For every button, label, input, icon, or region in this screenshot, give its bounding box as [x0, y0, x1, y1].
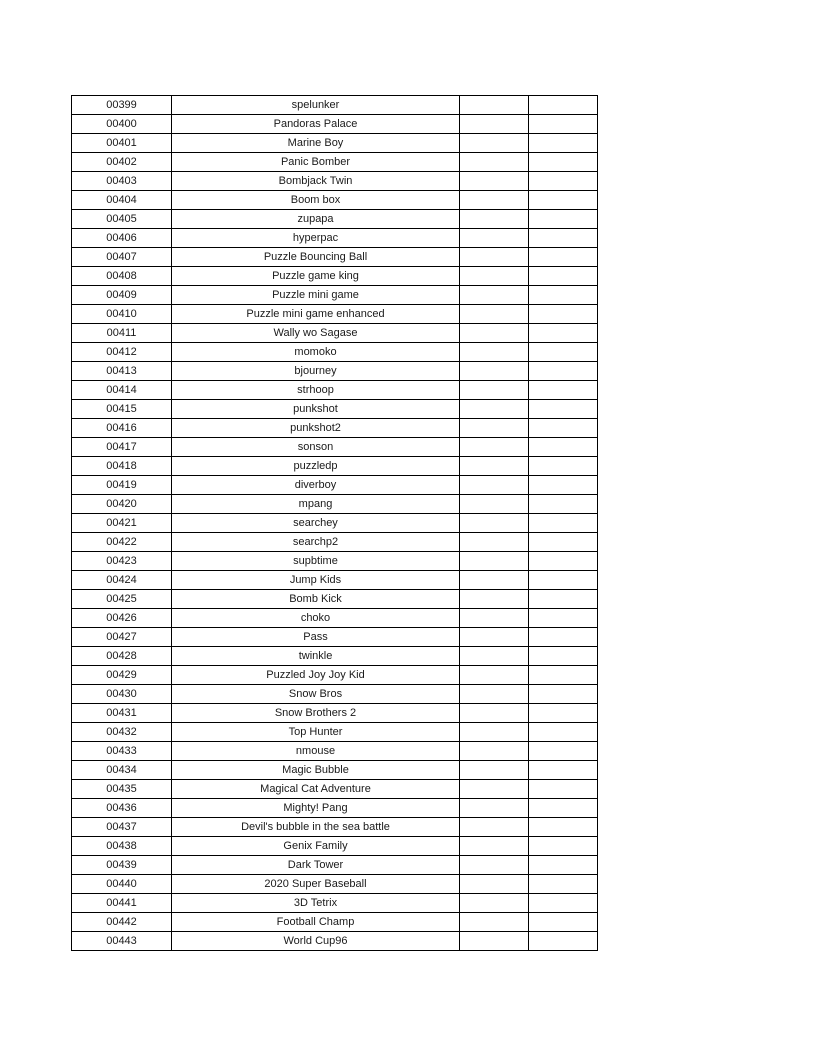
empty-cell: [529, 780, 598, 799]
game-name-cell: puzzledp: [172, 457, 460, 476]
empty-cell: [460, 153, 529, 172]
empty-cell: [529, 438, 598, 457]
empty-cell: [529, 305, 598, 324]
table-row: [72, 666, 598, 685]
table-row: [72, 438, 598, 457]
game-id-cell: 00425: [72, 590, 172, 609]
game-id-cell: 00436: [72, 799, 172, 818]
game-name-cell: strhoop: [172, 381, 460, 400]
table-row: [72, 818, 598, 837]
game-name-cell: Pass: [172, 628, 460, 647]
game-id-cell: 00413: [72, 362, 172, 381]
empty-cell: [460, 856, 529, 875]
game-id-cell: 00426: [72, 609, 172, 628]
table-row: [72, 685, 598, 704]
game-id-cell: 00405: [72, 210, 172, 229]
game-name-cell: twinkle: [172, 647, 460, 666]
game-name-cell: Magical Cat Adventure: [172, 780, 460, 799]
empty-cell: [460, 552, 529, 571]
table-row: [72, 476, 598, 495]
empty-cell: [460, 438, 529, 457]
empty-cell: [529, 115, 598, 134]
empty-cell: [460, 685, 529, 704]
empty-cell: [460, 742, 529, 761]
empty-cell: [460, 666, 529, 685]
game-name-cell: choko: [172, 609, 460, 628]
game-id-cell: 00417: [72, 438, 172, 457]
empty-cell: [460, 229, 529, 248]
game-name-cell: Dark Tower: [172, 856, 460, 875]
game-name-cell: Puzzled Joy Joy Kid: [172, 666, 460, 685]
game-id-cell: 00403: [72, 172, 172, 191]
empty-cell: [529, 932, 598, 951]
game-name-cell: World Cup96: [172, 932, 460, 951]
game-name-cell: nmouse: [172, 742, 460, 761]
game-name-cell: Panic Bomber: [172, 153, 460, 172]
empty-cell: [529, 628, 598, 647]
empty-cell: [529, 818, 598, 837]
empty-cell: [460, 267, 529, 286]
game-name-cell: Puzzle Bouncing Ball: [172, 248, 460, 267]
game-id-cell: 00424: [72, 571, 172, 590]
empty-cell: [529, 742, 598, 761]
table-row: [72, 248, 598, 267]
empty-cell: [529, 381, 598, 400]
empty-cell: [529, 856, 598, 875]
empty-cell: [460, 419, 529, 438]
empty-cell: [529, 761, 598, 780]
empty-cell: [460, 514, 529, 533]
game-id-cell: 00423: [72, 552, 172, 571]
empty-cell: [529, 552, 598, 571]
game-id-cell: 00439: [72, 856, 172, 875]
empty-cell: [460, 362, 529, 381]
empty-cell: [529, 666, 598, 685]
empty-cell: [460, 628, 529, 647]
empty-cell: [529, 875, 598, 894]
game-id-cell: 00415: [72, 400, 172, 419]
table-row: [72, 115, 598, 134]
game-name-cell: spelunker: [172, 96, 460, 115]
empty-cell: [529, 153, 598, 172]
game-name-cell: momoko: [172, 343, 460, 362]
game-name-cell: zupapa: [172, 210, 460, 229]
empty-cell: [529, 343, 598, 362]
game-id-cell: 00427: [72, 628, 172, 647]
game-id-cell: 00399: [72, 96, 172, 115]
game-id-cell: 00402: [72, 153, 172, 172]
table-row: [72, 381, 598, 400]
game-id-cell: 00435: [72, 780, 172, 799]
empty-cell: [460, 343, 529, 362]
empty-cell: [529, 799, 598, 818]
game-name-cell: Marine Boy: [172, 134, 460, 153]
game-name-cell: Puzzle mini game: [172, 286, 460, 305]
game-id-cell: 00433: [72, 742, 172, 761]
empty-cell: [529, 837, 598, 856]
table-row: [72, 343, 598, 362]
table-row: [72, 267, 598, 286]
empty-cell: [529, 457, 598, 476]
game-id-cell: 00420: [72, 495, 172, 514]
game-name-cell: Bombjack Twin: [172, 172, 460, 191]
empty-cell: [460, 571, 529, 590]
empty-cell: [460, 818, 529, 837]
game-id-cell: 00432: [72, 723, 172, 742]
empty-cell: [529, 134, 598, 153]
game-id-cell: 00401: [72, 134, 172, 153]
empty-cell: [529, 723, 598, 742]
empty-cell: [460, 134, 529, 153]
game-id-cell: 00406: [72, 229, 172, 248]
table-row: [72, 191, 598, 210]
table-row: [72, 647, 598, 666]
game-name-cell: Devil's bubble in the sea battle: [172, 818, 460, 837]
table-row: [72, 742, 598, 761]
empty-cell: [529, 286, 598, 305]
empty-cell: [460, 191, 529, 210]
empty-cell: [529, 514, 598, 533]
game-name-cell: Puzzle mini game enhanced: [172, 305, 460, 324]
empty-cell: [529, 229, 598, 248]
game-id-cell: 00410: [72, 305, 172, 324]
game-list-table: [71, 95, 598, 951]
empty-cell: [529, 609, 598, 628]
empty-cell: [460, 172, 529, 191]
game-id-cell: 00429: [72, 666, 172, 685]
empty-cell: [529, 400, 598, 419]
game-id-cell: 00416: [72, 419, 172, 438]
empty-cell: [529, 647, 598, 666]
game-name-cell: punkshot2: [172, 419, 460, 438]
table-row: [72, 210, 598, 229]
empty-cell: [460, 609, 529, 628]
empty-cell: [460, 837, 529, 856]
game-name-cell: Genix Family: [172, 837, 460, 856]
table-row: [72, 305, 598, 324]
table-row: [72, 571, 598, 590]
game-id-cell: 00441: [72, 894, 172, 913]
table-row: [72, 457, 598, 476]
empty-cell: [460, 723, 529, 742]
table-row: [72, 780, 598, 799]
table-row: [72, 875, 598, 894]
game-id-cell: 00428: [72, 647, 172, 666]
table-row: [72, 96, 598, 115]
empty-cell: [529, 191, 598, 210]
empty-cell: [460, 780, 529, 799]
empty-cell: [529, 476, 598, 495]
empty-cell: [460, 305, 529, 324]
table-row: [72, 419, 598, 438]
game-id-cell: 00400: [72, 115, 172, 134]
table-row: [72, 153, 598, 172]
empty-cell: [460, 115, 529, 134]
game-id-cell: 00411: [72, 324, 172, 343]
game-id-cell: 00421: [72, 514, 172, 533]
game-name-cell: Wally wo Sagase: [172, 324, 460, 343]
empty-cell: [529, 590, 598, 609]
game-name-cell: Bomb Kick: [172, 590, 460, 609]
game-id-cell: 00418: [72, 457, 172, 476]
empty-cell: [529, 324, 598, 343]
empty-cell: [529, 210, 598, 229]
game-name-cell: 2020 Super Baseball: [172, 875, 460, 894]
empty-cell: [460, 400, 529, 419]
empty-cell: [460, 932, 529, 951]
game-name-cell: Magic Bubble: [172, 761, 460, 780]
empty-cell: [460, 324, 529, 343]
table-row: [72, 286, 598, 305]
game-name-cell: searchp2: [172, 533, 460, 552]
game-name-cell: supbtime: [172, 552, 460, 571]
game-id-cell: 00414: [72, 381, 172, 400]
game-id-cell: 00442: [72, 913, 172, 932]
game-id-cell: 00407: [72, 248, 172, 267]
game-id-cell: 00434: [72, 761, 172, 780]
empty-cell: [529, 362, 598, 381]
table-row: [72, 324, 598, 343]
empty-cell: [460, 495, 529, 514]
game-id-cell: 00443: [72, 932, 172, 951]
game-id-cell: 00440: [72, 875, 172, 894]
game-name-cell: 3D Tetrix: [172, 894, 460, 913]
table-row: [72, 362, 598, 381]
game-id-cell: 00431: [72, 704, 172, 723]
table-row: [72, 761, 598, 780]
table-row: [72, 837, 598, 856]
game-name-cell: Puzzle game king: [172, 267, 460, 286]
table-row: [72, 799, 598, 818]
game-name-cell: sonson: [172, 438, 460, 457]
empty-cell: [529, 495, 598, 514]
game-name-cell: Football Champ: [172, 913, 460, 932]
game-id-cell: 00419: [72, 476, 172, 495]
game-id-cell: 00422: [72, 533, 172, 552]
empty-cell: [529, 248, 598, 267]
empty-cell: [460, 894, 529, 913]
table-row: [72, 172, 598, 191]
game-name-cell: Boom box: [172, 191, 460, 210]
empty-cell: [460, 875, 529, 894]
game-name-cell: searchey: [172, 514, 460, 533]
empty-cell: [529, 685, 598, 704]
empty-cell: [529, 913, 598, 932]
empty-cell: [529, 172, 598, 191]
empty-cell: [460, 704, 529, 723]
empty-cell: [460, 533, 529, 552]
empty-cell: [529, 419, 598, 438]
empty-cell: [529, 96, 598, 115]
game-name-cell: punkshot: [172, 400, 460, 419]
game-name-cell: hyperpac: [172, 229, 460, 248]
game-name-cell: Mighty! Pang: [172, 799, 460, 818]
game-name-cell: diverboy: [172, 476, 460, 495]
empty-cell: [460, 457, 529, 476]
game-list-table-body: [72, 96, 598, 951]
empty-cell: [529, 533, 598, 552]
empty-cell: [460, 799, 529, 818]
table-row: [72, 609, 598, 628]
game-id-cell: 00438: [72, 837, 172, 856]
empty-cell: [460, 476, 529, 495]
game-name-cell: Pandoras Palace: [172, 115, 460, 134]
game-id-cell: 00430: [72, 685, 172, 704]
table-row: [72, 913, 598, 932]
empty-cell: [460, 590, 529, 609]
table-row: [72, 590, 598, 609]
table-row: [72, 552, 598, 571]
empty-cell: [529, 267, 598, 286]
empty-cell: [460, 286, 529, 305]
game-name-cell: Jump Kids: [172, 571, 460, 590]
table-row: [72, 704, 598, 723]
table-row: [72, 134, 598, 153]
game-id-cell: 00408: [72, 267, 172, 286]
table-row: [72, 533, 598, 552]
empty-cell: [460, 96, 529, 115]
table-row: [72, 400, 598, 419]
table-row: [72, 894, 598, 913]
game-id-cell: 00412: [72, 343, 172, 362]
game-name-cell: bjourney: [172, 362, 460, 381]
table-row: [72, 856, 598, 875]
game-name-cell: Top Hunter: [172, 723, 460, 742]
table-row: [72, 514, 598, 533]
empty-cell: [460, 647, 529, 666]
empty-cell: [460, 210, 529, 229]
table-row: [72, 628, 598, 647]
game-name-cell: Snow Brothers 2: [172, 704, 460, 723]
empty-cell: [460, 913, 529, 932]
table-row: [72, 723, 598, 742]
table-row: [72, 932, 598, 951]
game-name-cell: mpang: [172, 495, 460, 514]
empty-cell: [529, 894, 598, 913]
game-id-cell: 00409: [72, 286, 172, 305]
empty-cell: [529, 704, 598, 723]
table-row: [72, 495, 598, 514]
empty-cell: [460, 381, 529, 400]
game-id-cell: 00437: [72, 818, 172, 837]
game-id-cell: 00404: [72, 191, 172, 210]
game-name-cell: Snow Bros: [172, 685, 460, 704]
empty-cell: [529, 571, 598, 590]
table-row: [72, 229, 598, 248]
empty-cell: [460, 761, 529, 780]
empty-cell: [460, 248, 529, 267]
